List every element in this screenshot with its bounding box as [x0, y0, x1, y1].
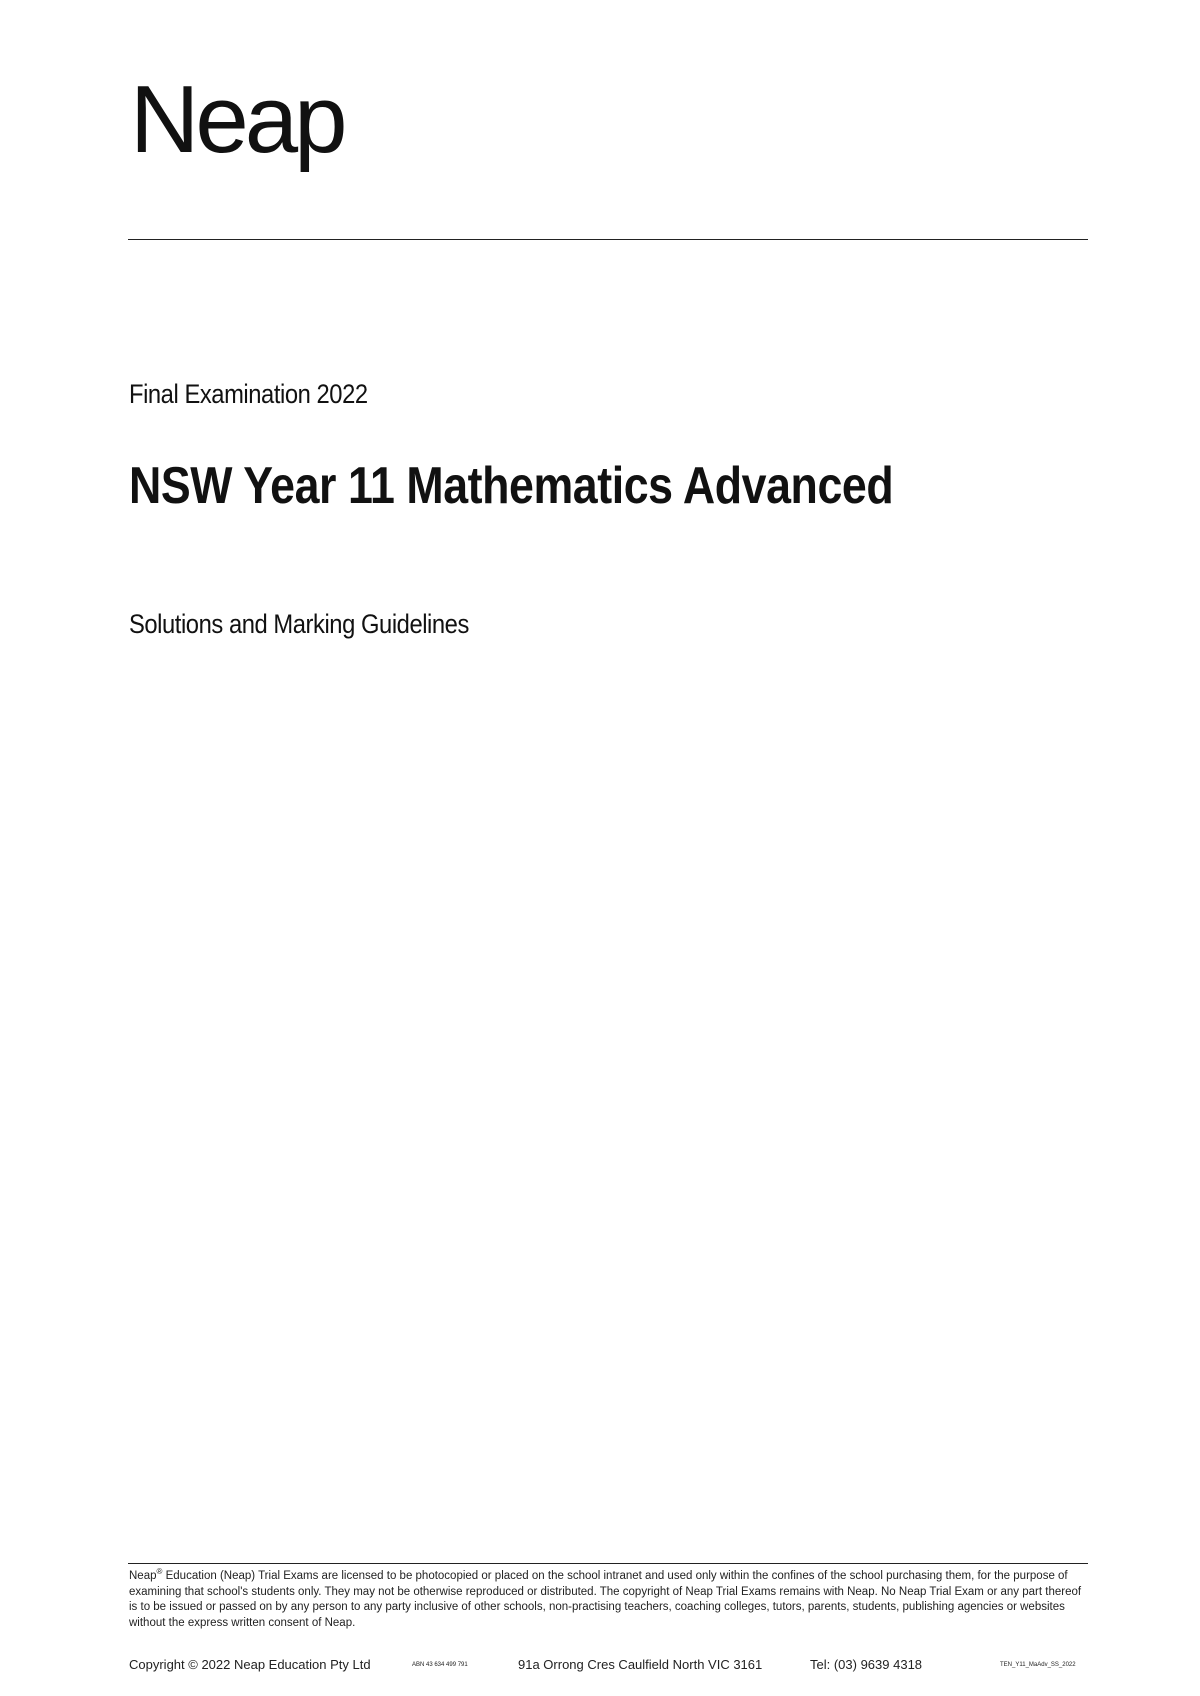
footer-abn: ABN 43 634 499 791	[412, 1662, 468, 1668]
page-footer	[0, 1657, 1200, 1677]
document-subtitle: Solutions and Marking Guidelines	[129, 609, 469, 639]
licence-text: Education (Neap) Trial Exams are licensed to be photocopied or placed on the school intranet and used only within the confines of the school purchasing them, for the purpose of examining that school's students only. They may not be otherwise reproduced or distributed. The copyright of Neap Trial Exams remains with Neap. No Neap Trial Exam or any part thereof is to be issued or passed on by any person to any party inclusive of other schools, non-practising teachers, coaching colleges, tutors, parents, students, publishing agencies or websites without the express written consent of Neap.	[129, 1570, 1082, 1629]
licence-notice	[129, 1569, 1084, 1631]
footer-address: 91a Orrong Cres Caulfield North VIC 3161	[518, 1657, 763, 1672]
footer-copyright: Copyright © 2022 Neap Education Pty Ltd	[129, 1657, 371, 1672]
licence-brand: Neap	[129, 1570, 157, 1582]
footer-divider	[128, 1563, 1088, 1564]
footer-telephone: Tel: (03) 9639 4318	[810, 1657, 923, 1672]
header-divider	[128, 239, 1088, 240]
exam-name: Final Examination 2022	[129, 379, 368, 409]
document-title: NSW Year 11 Mathematics Advanced	[129, 457, 894, 515]
footer-document-code: TEN_Y11_MaAdv_SS_2022	[1000, 1662, 1076, 1668]
registered-mark: ®	[156, 1567, 163, 1577]
neap-logo: Neap	[130, 66, 344, 173]
